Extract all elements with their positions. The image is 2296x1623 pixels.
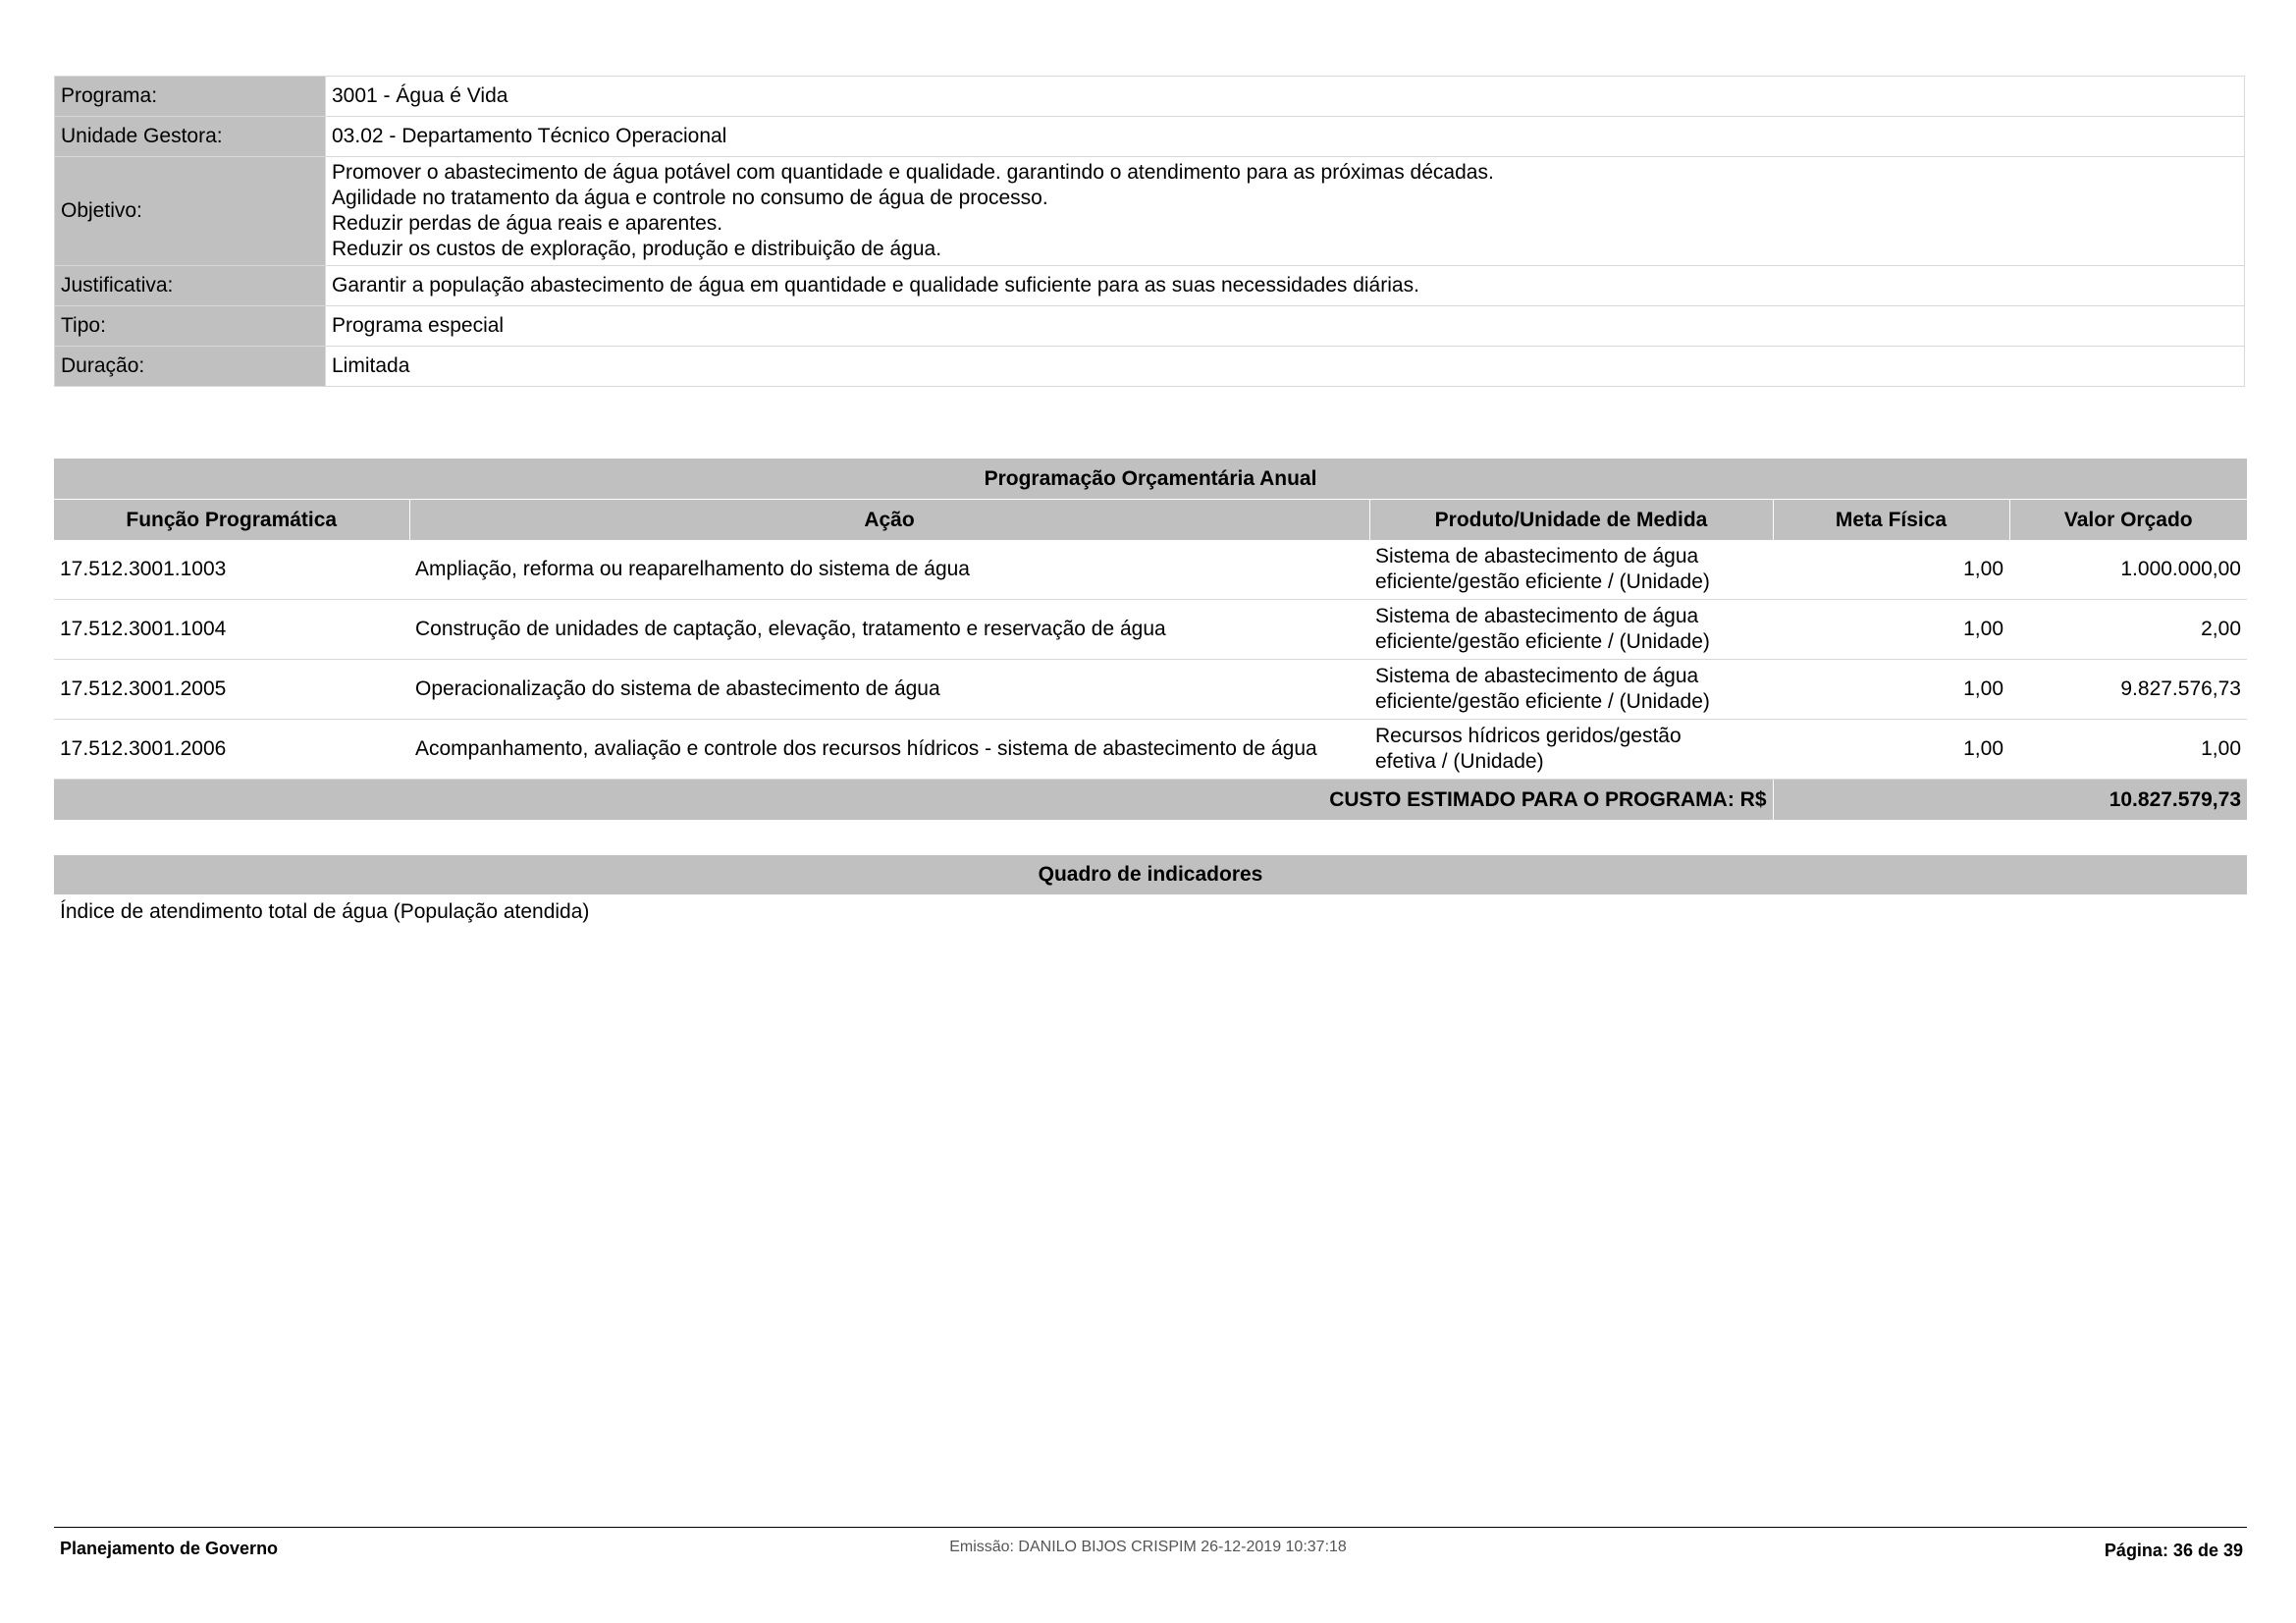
footer-emission-text: Emissão: DANILO BIJOS CRISPIM 26-12-2019 10:37:18: [949, 1539, 1347, 1555]
produto-cell: [1369, 540, 1773, 600]
duracao-label: Duração:: [55, 347, 326, 387]
produto-line: Sistema de abastecimento de água: [1375, 665, 1699, 687]
valor-cell: 9.827.576,73: [2009, 660, 2247, 720]
funcao-cell: 17.512.3001.1004: [54, 600, 409, 660]
acao-cell: Operacionalização do sistema de abastecimento de água: [409, 660, 1369, 720]
meta-cell: 1,00: [1773, 600, 2009, 660]
objetivo-line: Promover o abastecimento de água potável com quantidade e qualidade. garantindo o atendimento para as próximas décadas.: [332, 161, 1494, 184]
valor-cell: 2,00: [2009, 600, 2247, 660]
justificativa-row: [55, 266, 2245, 306]
programa-value: 3001 - Água é Vida: [326, 77, 2245, 117]
header-funcao: Função Programática: [54, 500, 409, 541]
objetivo-value: [326, 157, 2245, 266]
budget-title: Programação Orçamentária Anual: [54, 459, 2247, 500]
footer-left-text: Planejamento de Governo: [60, 1539, 279, 1558]
total-row: [54, 780, 2247, 821]
total-label: CUSTO ESTIMADO PARA O PROGRAMA: R$: [54, 780, 1773, 821]
meta-cell: 1,00: [1773, 660, 2009, 720]
header-produto: Produto/Unidade de Medida: [1369, 500, 1773, 541]
produto-line: Sistema de abastecimento de água: [1375, 545, 1699, 568]
table-row: [54, 720, 2247, 780]
valor-cell: 1.000.000,00: [2009, 540, 2247, 600]
program-info-table: [54, 76, 2245, 387]
funcao-cell: 17.512.3001.2006: [54, 720, 409, 780]
objetivo-line: Agilidade no tratamento da água e controle no consumo de água de processo.: [332, 187, 1048, 209]
objetivo-line: Reduzir perdas de água reais e aparentes.: [332, 212, 723, 235]
produto-cell: [1369, 720, 1773, 780]
produto-cell: [1369, 600, 1773, 660]
footer-page-number: Página: 36 de 39: [2104, 1541, 2243, 1560]
header-acao: Ação: [409, 500, 1369, 541]
justificativa-value: Garantir a população abastecimento de água em quantidade e qualidade suficiente para as suas necessidades diárias.: [326, 266, 2245, 306]
funcao-cell: 17.512.3001.2005: [54, 660, 409, 720]
acao-cell: Acompanhamento, avaliação e controle dos recursos hídricos - sistema de abastecimento de água: [409, 720, 1369, 780]
unidade-gestora-value: 03.02 - Departamento Técnico Operacional: [326, 117, 2245, 157]
valor-cell: 1,00: [2009, 720, 2247, 780]
footer-divider: [54, 1527, 2247, 1528]
unidade-gestora-label: Unidade Gestora:: [55, 117, 326, 157]
programa-label: Programa:: [55, 77, 326, 117]
produto-line: Sistema de abastecimento de água: [1375, 605, 1699, 627]
tipo-label: Tipo:: [55, 306, 326, 347]
objetivo-row: [55, 157, 2245, 266]
header-meta: Meta Física: [1773, 500, 2009, 541]
header-valor: Valor Orçado: [2009, 500, 2247, 541]
acao-cell: Ampliação, reforma ou reaparelhamento do sistema de água: [409, 540, 1369, 600]
programa-row: [55, 77, 2245, 117]
justificativa-label: Justificativa:: [55, 266, 326, 306]
funcao-cell: 17.512.3001.1003: [54, 540, 409, 600]
produto-line: efetiva / (Unidade): [1375, 750, 1544, 773]
table-row: [54, 600, 2247, 660]
produto-line: eficiente/gestão eficiente / (Unidade): [1375, 630, 1710, 653]
meta-cell: 1,00: [1773, 540, 2009, 600]
table-row: [54, 540, 2247, 600]
acao-cell: Construção de unidades de captação, elevação, tratamento e reservação de água: [409, 600, 1369, 660]
duracao-value: Limitada: [326, 347, 2245, 387]
objetivo-line: Reduzir os custos de exploração, produção e distribuição de água.: [332, 238, 942, 260]
objetivo-label: Objetivo:: [55, 157, 326, 266]
produto-line: Recursos hídricos geridos/gestão: [1375, 725, 1682, 747]
budget-header-row: [54, 500, 2247, 541]
produto-line: eficiente/gestão eficiente / (Unidade): [1375, 570, 1710, 593]
produto-line: eficiente/gestão eficiente / (Unidade): [1375, 690, 1710, 713]
tipo-value: Programa especial: [326, 306, 2245, 347]
indicators-title: Quadro de indicadores: [54, 855, 2247, 894]
table-row: [54, 660, 2247, 720]
duracao-row: [55, 347, 2245, 387]
meta-cell: 1,00: [1773, 720, 2009, 780]
indicator-item: Índice de atendimento total de água (População atendida): [60, 900, 590, 923]
tipo-row: [55, 306, 2245, 347]
unidade-gestora-row: [55, 117, 2245, 157]
total-value: 10.827.579,73: [1773, 780, 2247, 821]
produto-cell: [1369, 660, 1773, 720]
budget-table: [54, 459, 2247, 820]
